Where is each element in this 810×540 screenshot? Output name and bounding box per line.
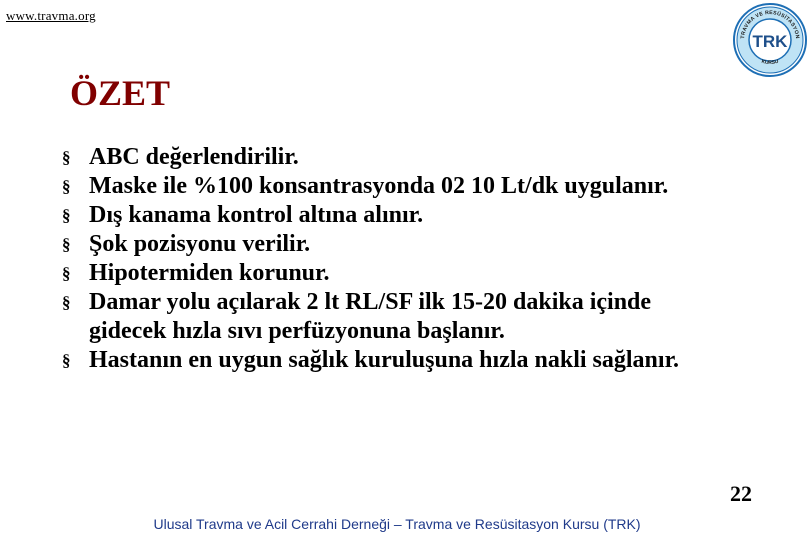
site-link[interactable]: www.travma.org [6,8,96,23]
list-item [60,230,700,259]
bullet-marker: § [62,206,71,225]
page-number: 22 [730,481,752,506]
bullet-marker: § [62,264,71,283]
list-item [60,143,700,172]
footer-text: Ulusal Travma ve Acil Cerrahi Derneği – Travma ve Resüsitasyon Kursu (TRK) [153,516,641,532]
list-item [60,259,700,288]
bullet-list [60,143,700,375]
bullet-text: Hipotermiden korunur. [89,260,330,286]
bullet-text: Şok pozisyonu verilir. [89,231,311,257]
list-item [60,172,700,201]
bullet-marker: § [62,148,71,167]
svg-text:KURSU: KURSU [760,58,780,67]
list-item [60,201,700,230]
bullet-text: Damar yolu açılarak 2 lt RL/SF ilk 15-20 dakika içinde gidecek hızla sıvı perfüzyonuna başlanır. [89,289,652,344]
list-item [60,288,700,346]
slide-title: ÖZET [70,73,171,113]
bullet-text: Maske ile %100 konsantrasyonda 02 10 Lt/dk uygulanır. [89,173,669,199]
trk-logo [732,2,808,78]
logo-text: TRK [752,32,788,51]
svg-text:TRAVMA VE RESÜSİTASYON: TRAVMA VE RESÜSİTASYON [739,9,801,40]
bullet-text: Hastanın en uygun sağlık kuruluşuna hızla nakli sağlanır. [89,347,680,373]
bullet-text: Dış kanama kontrol altına alınır. [89,202,424,228]
bullet-marker: § [62,351,71,370]
bullet-marker: § [62,235,71,254]
bullet-text: ABC değerlendirilir. [89,144,299,170]
bullet-marker: § [62,293,71,312]
bullet-marker: § [62,177,71,196]
list-item [60,346,700,375]
